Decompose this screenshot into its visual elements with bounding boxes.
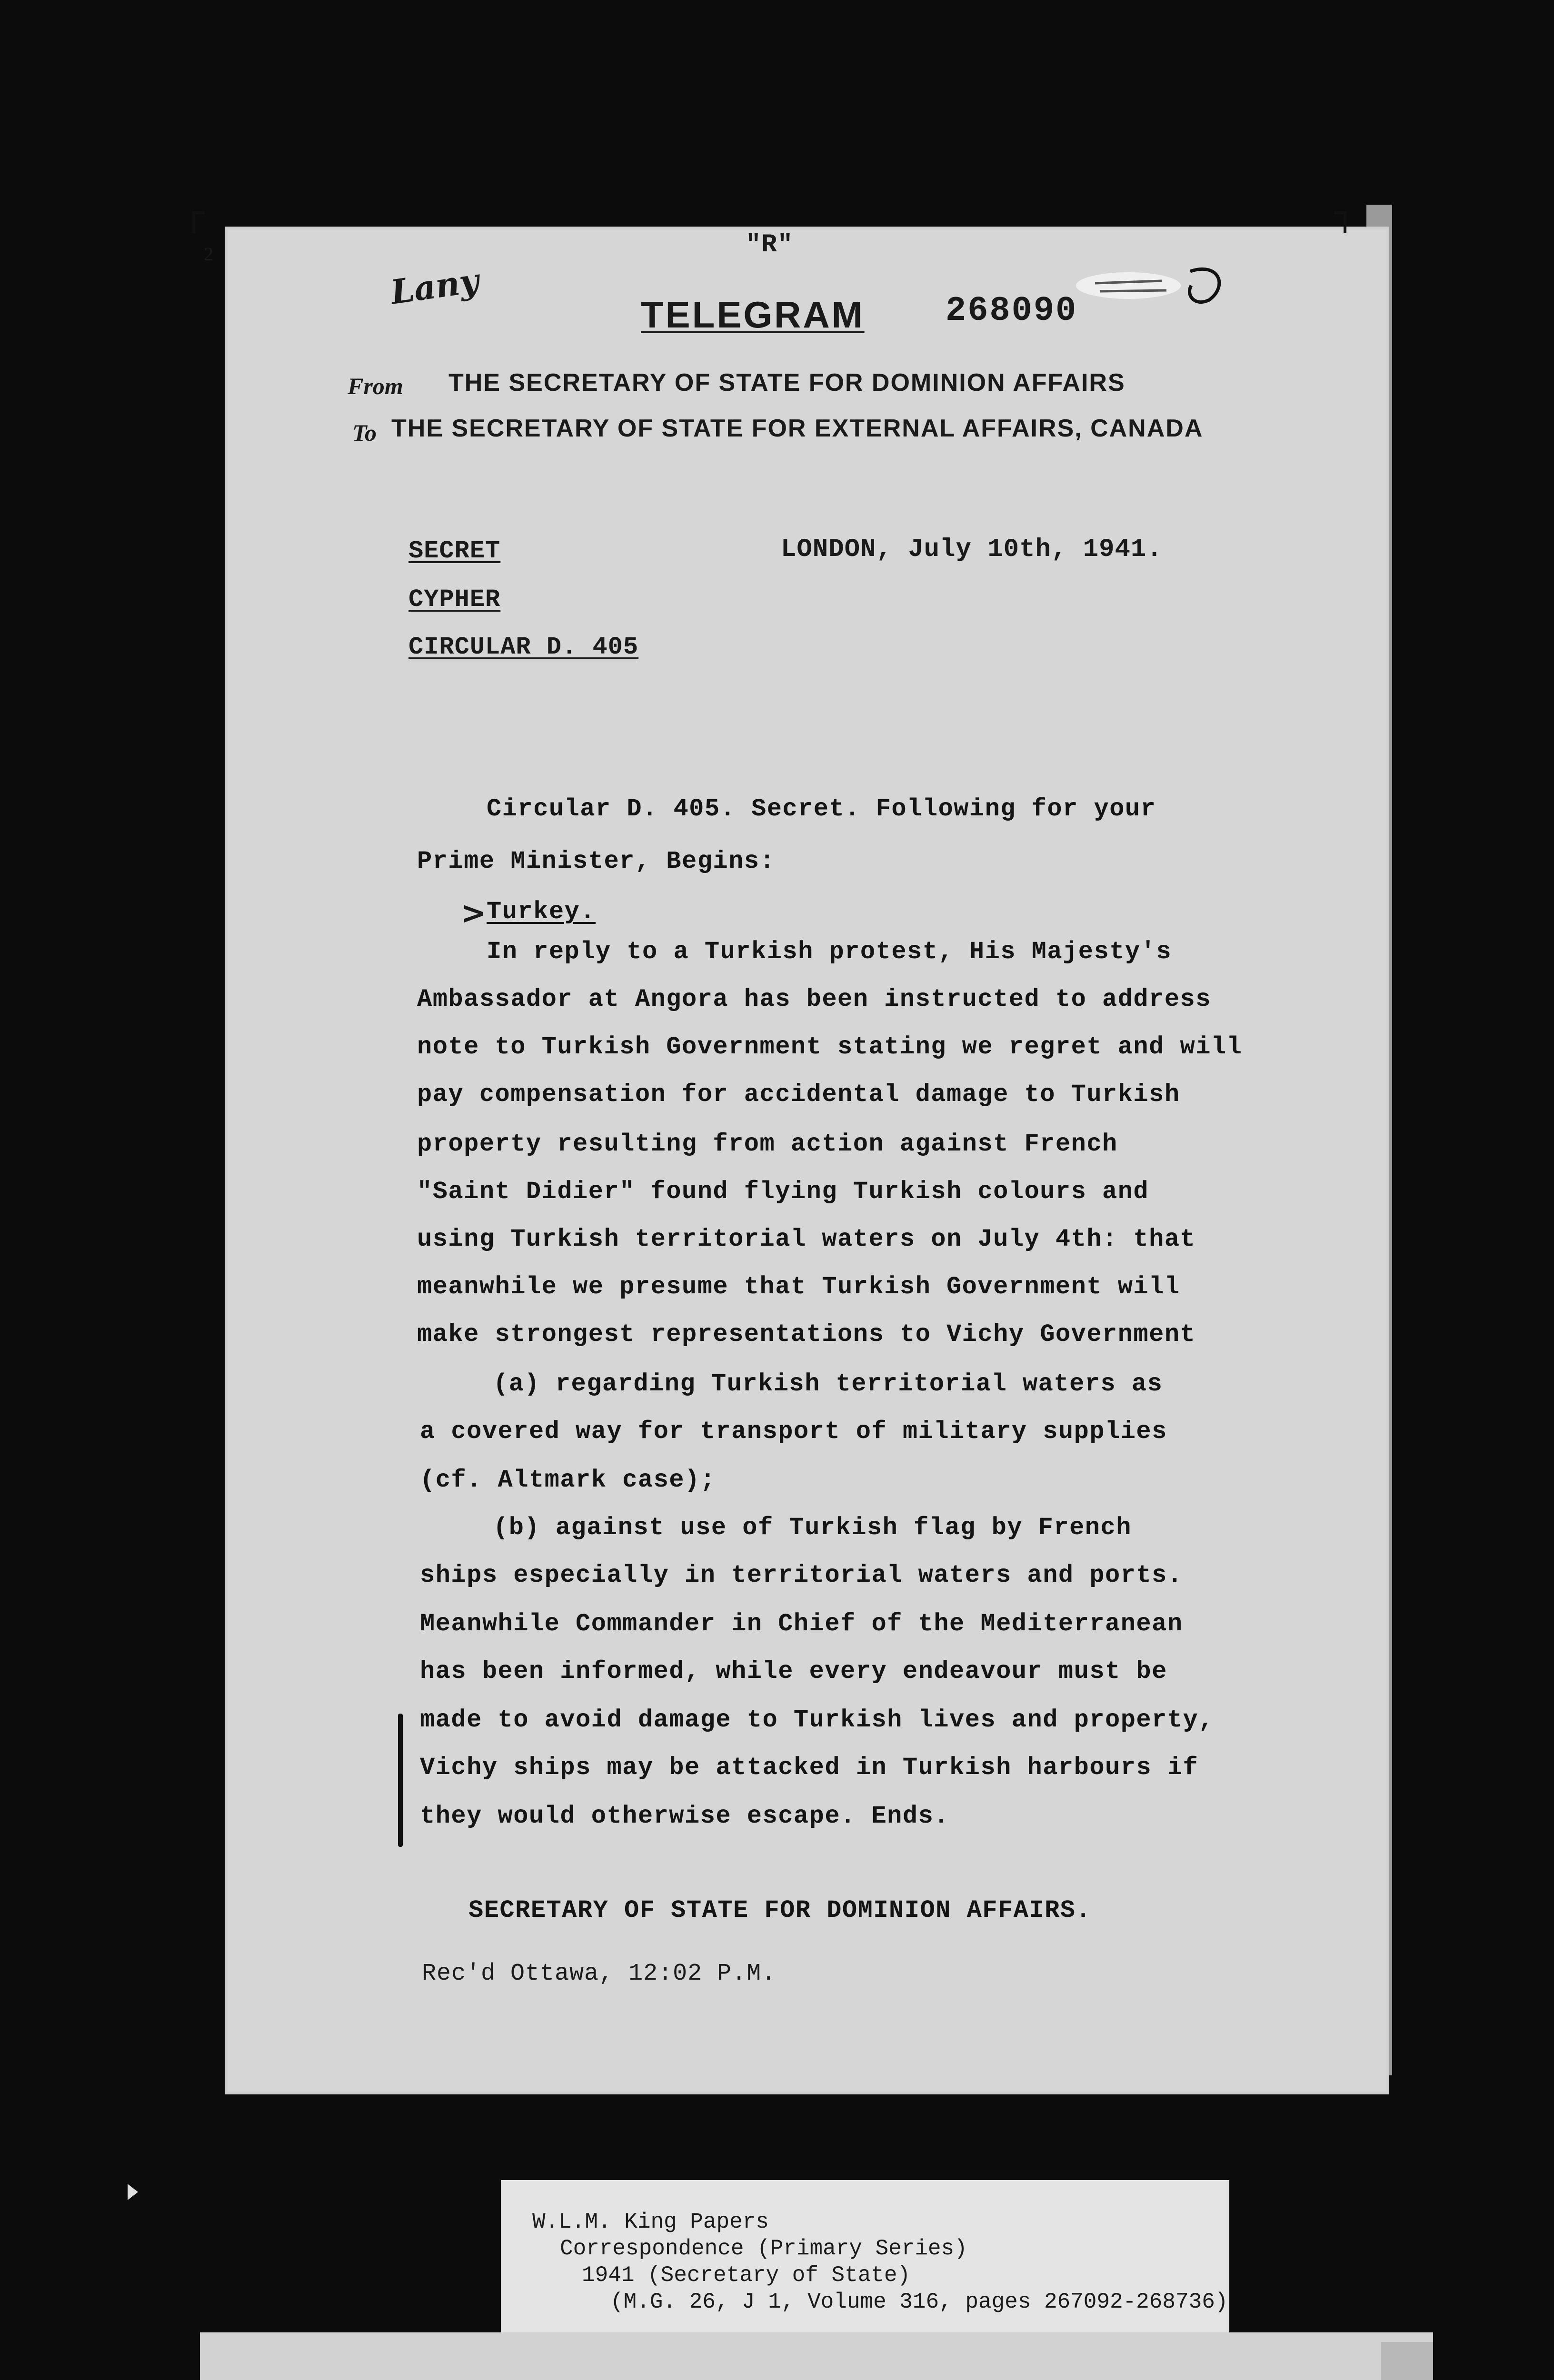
telegram-number: 268090 <box>946 291 1078 330</box>
point-b-line: they would otherwise escape. Ends. <box>420 1802 949 1830</box>
reference-line: W.L.M. King Papers <box>532 2210 769 2234</box>
section-heading: Turkey. <box>487 898 596 926</box>
paragraph-line: make strongest representations to Vichy Government <box>417 1320 1196 1349</box>
paragraph-line: "Saint Didier" found flying Turkish colours and <box>417 1178 1149 1206</box>
to-value: THE SECRETARY OF STATE FOR EXTERNAL AFFAIRS, CANADA <box>391 415 1204 442</box>
marking-cypher: CYPHER <box>408 585 501 614</box>
paragraph-line: note to Turkish Government stating we regret and will <box>417 1033 1243 1061</box>
point-a-line: (a) regarding Turkish territorial waters as <box>493 1370 1163 1398</box>
classification-mark: "R" <box>746 230 794 259</box>
marking-secret: SECRET <box>408 537 501 565</box>
corner-mark-top-right <box>1334 211 1346 233</box>
point-b-line: made to avoid damage to Turkish lives and property, <box>420 1706 1214 1734</box>
point-a-line: a covered way for transport of military supplies <box>420 1418 1167 1446</box>
point-b-line: ships especially in territorial waters and ports. <box>420 1561 1183 1589</box>
place-date: LONDON, July 10th, 1941. <box>781 535 1163 564</box>
heading-marker: > <box>461 896 487 931</box>
reference-line: Correspondence (Primary Series) <box>560 2236 967 2261</box>
point-b-line: (b) against use of Turkish flag by French <box>493 1514 1132 1542</box>
telegram-title: TELEGRAM <box>641 294 865 336</box>
point-b-line: Vichy ships may be attacked in Turkish harbours if <box>420 1754 1199 1782</box>
paragraph-line: pay compensation for accidental damage to Turkish <box>417 1081 1180 1109</box>
body-line: Prime Minister, Begins: <box>417 847 776 875</box>
handwritten-initials: Lany <box>388 260 482 312</box>
point-a-line: (cf. Altmark case); <box>420 1466 716 1494</box>
from-value: THE SECRETARY OF STATE FOR DOMINION AFFAIRS <box>448 369 1126 397</box>
received-note: Rec'd Ottawa, 12:02 P.M. <box>422 1960 777 1987</box>
paragraph-line: In reply to a Turkish protest, His Majesty's <box>487 938 1172 966</box>
bullet-mark <box>128 2184 138 2200</box>
paragraph-line: Ambassador at Angora has been instructed to address <box>417 985 1211 1013</box>
paragraph-line: meanwhile we presume that Turkish Government will <box>417 1273 1180 1301</box>
marking-circular: CIRCULAR D. 405 <box>408 633 639 661</box>
margin-number: 2 <box>204 243 213 265</box>
signature: SECRETARY OF STATE FOR DOMINION AFFAIRS. <box>468 1896 1092 1924</box>
reference-line: (M.G. 26, J 1, Volume 316, pages 267092-268736) <box>610 2290 1228 2314</box>
paragraph-line: using Turkish territorial waters on July 4th: that <box>417 1225 1196 1253</box>
point-b-line: Meanwhile Commander in Chief of the Mediterranean <box>420 1610 1183 1638</box>
to-label: To <box>352 419 377 446</box>
corner-mark-top-left <box>192 211 205 233</box>
from-label: From <box>348 373 403 399</box>
archive-card-edge <box>1381 2342 1433 2380</box>
reference-line: 1941 (Secretary of State) <box>582 2263 911 2288</box>
paragraph-line: property resulting from action against French <box>417 1130 1118 1158</box>
margin-annotation-line <box>398 1714 403 1847</box>
stamp-mark-icon <box>1066 257 1233 314</box>
archive-card <box>200 2332 1433 2380</box>
point-b-line: has been informed, while every endeavour must be <box>420 1657 1167 1686</box>
body-line: Circular D. 405. Secret. Following for your <box>487 795 1156 823</box>
